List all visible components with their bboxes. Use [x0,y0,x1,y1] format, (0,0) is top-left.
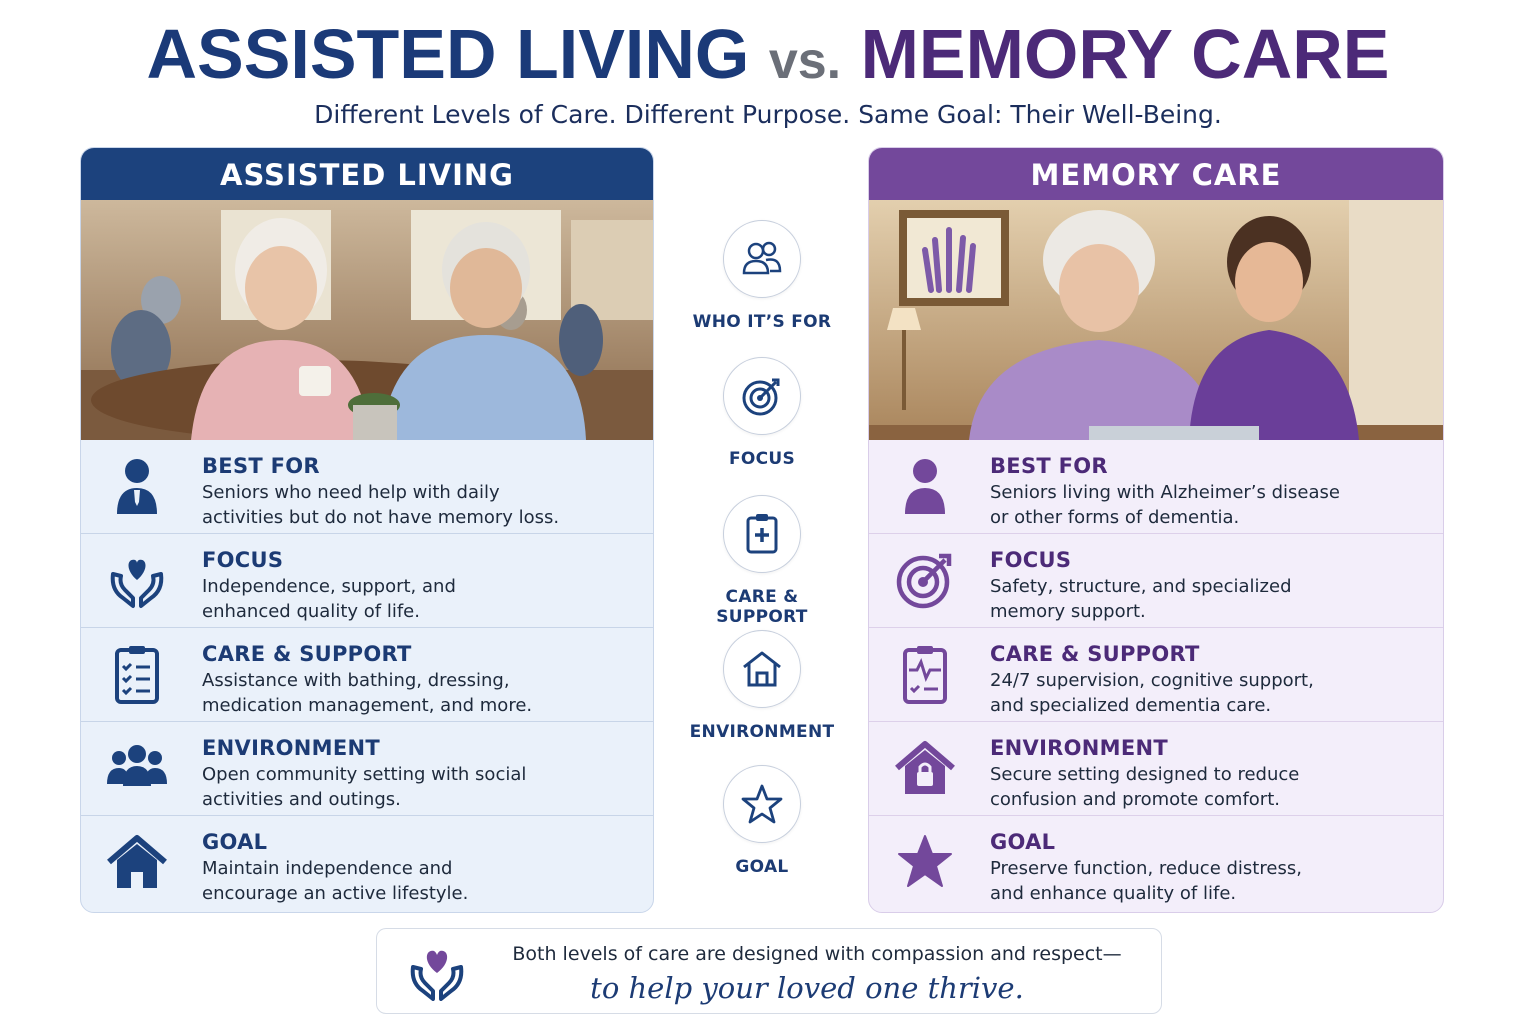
assisted-environment-row [81,722,653,816]
row-line: and specialized dementia care. [990,695,1272,716]
medical-clipboard-icon [723,495,801,573]
memory-care-panel [868,147,1444,913]
row-line: Independence, support, and [202,576,456,597]
row-description [202,856,632,906]
footer-line-1: Both levels of care are designed with compassion and respect— [512,943,1122,965]
assisted-living-header: ASSISTED LIVING [81,148,653,200]
middle-label: GOAL [735,857,789,877]
middle-care-support [682,495,842,627]
row-line: or other forms of dementia. [990,507,1240,528]
title-vs: vs. [768,32,842,90]
row-line: activities but do not have memory loss. [202,507,560,528]
row-description [202,762,632,812]
footer-banner [376,928,1162,1014]
house-icon [105,832,169,892]
person-icon [893,456,957,516]
memory-goal-row [869,816,1443,910]
row-line: Seniors living with Alzheimer’s disease [990,482,1340,503]
group-icon [105,738,169,798]
title-memory-care: MEMORY CARE [860,15,1390,93]
middle-label: ENVIRONMENT [689,722,835,742]
memory-focus-row [869,534,1443,628]
row-title: CARE & SUPPORT [990,642,1200,666]
assisted-best-for-row [81,440,653,534]
row-line: Open community setting with social [202,764,527,785]
row-title: FOCUS [990,548,1072,572]
star-icon [723,765,801,843]
row-title: CARE & SUPPORT [202,642,412,666]
footer-tagline: to help your loved one thrive. [590,971,1024,1005]
secure-house-icon [893,738,957,798]
heart-hands-icon [105,550,169,610]
row-description [990,762,1420,812]
row-line: Maintain independence and [202,858,453,879]
row-title: BEST FOR [202,454,320,478]
clipboard-heartbeat-icon [893,644,957,704]
row-description [202,668,632,718]
middle-goal [682,765,842,877]
middle-environment [682,630,842,742]
middle-label: CARE & SUPPORT [716,587,808,627]
main-title [0,14,1536,101]
middle-label: WHO IT’S FOR [692,312,832,332]
row-line: Preserve function, reduce distress, [990,858,1302,879]
target-icon [893,550,957,610]
heart-hands-icon [405,943,469,1001]
row-line: confusion and promote comfort. [990,789,1280,810]
assisted-care-support-row [81,628,653,722]
row-line: enhanced quality of life. [202,601,420,622]
row-description [990,668,1420,718]
row-line: memory support. [990,601,1146,622]
assisted-living-panel [80,147,654,913]
row-title: GOAL [990,830,1056,854]
row-description [202,480,632,530]
row-line: Secure setting designed to reduce [990,764,1300,785]
row-title: GOAL [202,830,268,854]
row-line: activities and outings. [202,789,401,810]
row-title: ENVIRONMENT [202,736,381,760]
row-line: medication management, and more. [202,695,533,716]
row-line: Safety, structure, and specialized [990,576,1292,597]
memory-care-photo [869,200,1443,440]
row-line: Assistance with bathing, dressing, [202,670,510,691]
memory-care-header: MEMORY CARE [869,148,1443,200]
middle-label: FOCUS [728,449,796,469]
memory-care-support-row [869,628,1443,722]
assisted-focus-row [81,534,653,628]
row-line: 24/7 supervision, cognitive support, [990,670,1314,691]
memory-best-for-row [869,440,1443,534]
row-description [202,574,632,624]
middle-focus [682,357,842,469]
house-icon [723,630,801,708]
assisted-goal-row [81,816,653,910]
row-description [990,480,1420,530]
row-title: BEST FOR [990,454,1108,478]
subtitle: Different Levels of Care. Different Purpose. Same Goal: Their Well-Being. [314,100,1222,129]
target-icon [723,357,801,435]
clipboard-checklist-icon [105,644,169,704]
row-line: Seniors who need help with daily [202,482,500,503]
title-assisted-living: ASSISTED LIVING [146,15,750,93]
row-description [990,856,1420,906]
row-description [990,574,1420,624]
star-icon [893,832,957,892]
people-icon [723,220,801,298]
row-line: encourage an active lifestyle. [202,883,469,904]
memory-environment-row [869,722,1443,816]
assisted-living-photo [81,200,653,440]
middle-who-its-for [682,220,842,332]
row-title: FOCUS [202,548,284,572]
person-icon [105,456,169,516]
row-line: and enhance quality of life. [990,883,1237,904]
row-title: ENVIRONMENT [990,736,1169,760]
